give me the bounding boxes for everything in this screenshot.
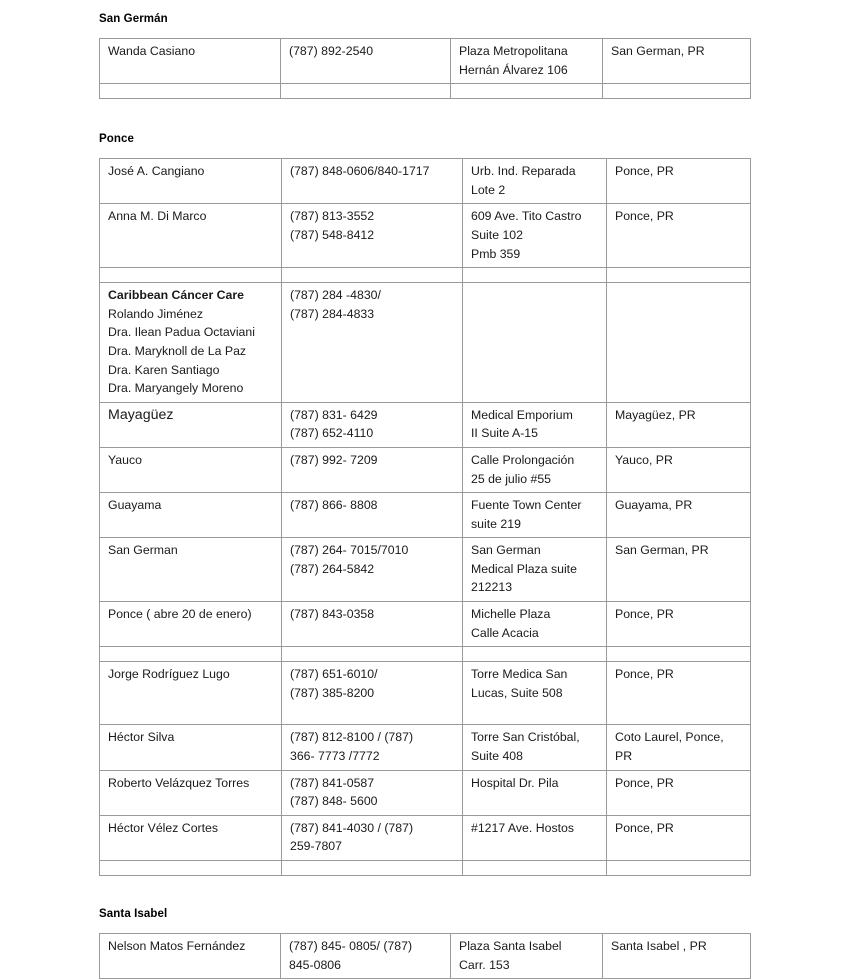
cell-phone — [281, 39, 451, 84]
cell-name-empty — [100, 268, 282, 283]
cell-city — [603, 934, 751, 979]
cell-line: 366- 7773 /7772 — [290, 749, 380, 764]
cell-line: (787) 992- 7209 — [290, 452, 378, 467]
cell-line: Lucas, Suite 508 — [471, 685, 563, 700]
cell-line: Torre Medica San — [471, 667, 568, 682]
cell-line: (787) 848-0606/840-1717 — [290, 164, 430, 179]
cell-phone — [282, 204, 463, 268]
section-title-santa-isabel: Santa Isabel — [99, 908, 168, 920]
cell-line: Ponce, PR — [615, 607, 674, 622]
cell-address — [463, 602, 607, 647]
table-row — [100, 602, 751, 647]
cell-line: Guayama, PR — [615, 498, 693, 513]
cell-name — [100, 159, 282, 204]
cell-line: Ponce, PR — [615, 164, 674, 179]
cell-line: Medical Emporium — [471, 407, 573, 422]
table-body-san-german — [100, 39, 751, 99]
provider-table-santa-isabel — [99, 933, 751, 979]
cell-line: (787) 651-6010/ — [290, 667, 378, 682]
cell-line: Rolando Jiménez — [108, 306, 204, 321]
cell-line: Plaza Santa Isabel — [459, 939, 562, 953]
cell-line: Dra. Ilean Padua Octaviani — [108, 325, 255, 340]
table-row-empty — [100, 268, 751, 283]
cell-city — [607, 204, 751, 268]
cell-address — [463, 725, 607, 770]
section-title-ponce: Ponce — [99, 133, 135, 146]
table-row — [100, 39, 751, 84]
cell-line: Ponce, PR — [615, 667, 674, 682]
provider-table-san-german — [99, 38, 751, 99]
cell-line: (787) 892-2540 — [289, 44, 374, 58]
cell-line: Calle Prolongación — [471, 452, 575, 467]
cell-city — [607, 402, 751, 447]
table-row — [100, 815, 751, 860]
cell-address — [463, 204, 607, 268]
cell-name-empty — [100, 84, 281, 99]
cell-name — [100, 402, 282, 447]
table-row — [100, 725, 751, 770]
cell-line: 212213 — [471, 580, 513, 595]
cell-phone — [282, 602, 463, 647]
cell-line: Fuente Town Center — [471, 498, 582, 513]
cell-phone — [281, 934, 451, 979]
cell-address — [463, 447, 607, 492]
cell-address — [451, 934, 603, 979]
cell-city — [607, 602, 751, 647]
cell-address — [463, 662, 607, 725]
cell-line: (787) 652-4110 — [290, 426, 374, 441]
cell-phone — [282, 447, 463, 492]
cell-name — [100, 602, 282, 647]
cell-line: (787) 841-4030 / (787) — [290, 820, 414, 835]
cell-name — [100, 662, 282, 725]
cell-line: (787) 548-8412 — [290, 227, 375, 242]
title-table-gap — [0, 921, 848, 933]
cell-phone — [282, 538, 463, 602]
cell-name — [100, 39, 281, 84]
title-table-gap — [0, 146, 848, 158]
cell-line: (787) 284-4833 — [290, 306, 375, 321]
cell-line: Héctor Vélez Cortes — [108, 820, 219, 835]
cell-line: Lote 2 — [471, 182, 506, 197]
cell-city-empty — [603, 84, 751, 99]
cell-line: Calle Acacia — [471, 625, 539, 640]
cell-line: (787) 866- 8808 — [290, 498, 378, 513]
cell-line: (787) 845- 0805/ (787) — [289, 939, 413, 953]
cell-line: Hospital Dr. Pila — [471, 775, 559, 790]
cell-city — [607, 662, 751, 725]
cell-line: Anna M. Di Marco — [108, 209, 207, 224]
section-ponce — [0, 132, 848, 876]
cell-phone — [282, 662, 463, 725]
table-row-empty — [100, 84, 751, 99]
cell-line: 609 Ave. Tito Castro — [471, 209, 582, 224]
cell-address — [463, 770, 607, 815]
cell-name — [100, 815, 282, 860]
cell-name — [100, 770, 282, 815]
section-gap-1 — [0, 99, 848, 132]
cell-line: 845-0806 — [289, 957, 341, 972]
cell-name — [100, 447, 282, 492]
cell-address — [463, 283, 607, 403]
cell-line: San German, PR — [611, 44, 705, 58]
cell-line: Suite 102 — [471, 227, 523, 242]
cell-name — [100, 725, 282, 770]
cell-line: suite 219 — [471, 516, 521, 531]
cell-address — [463, 815, 607, 860]
cell-line: Mayagüez, PR — [615, 407, 696, 422]
cell-name — [100, 493, 282, 538]
cell-line: Yauco, PR — [615, 452, 673, 467]
cell-city-empty — [607, 268, 751, 283]
cell-line: Ponce, PR — [615, 775, 674, 790]
cell-name — [100, 204, 282, 268]
cell-line: Mayagüez — [108, 406, 174, 423]
title-table-gap — [0, 26, 848, 38]
cell-line: Ponce, PR — [615, 820, 674, 835]
table-row — [100, 402, 751, 447]
table-row-empty — [100, 647, 751, 662]
cell-city — [607, 447, 751, 492]
cell-line: Coto Laurel, Ponce, — [615, 730, 724, 745]
cell-line: (787) 841-0587 — [290, 775, 375, 790]
cell-phone-empty — [281, 84, 451, 99]
cell-city — [603, 39, 751, 84]
cell-line: Plaza Metropolitana — [459, 44, 568, 58]
cell-line: Torre San Cristóbal, — [471, 730, 580, 745]
table-row — [100, 934, 751, 979]
cell-phone-empty — [282, 647, 463, 662]
cell-line: Caribbean Cáncer Care — [108, 288, 245, 303]
cell-city — [607, 538, 751, 602]
cell-line: Yauco — [108, 452, 142, 467]
section-gap-2 — [0, 876, 848, 907]
cell-address — [463, 159, 607, 204]
cell-city-empty — [607, 861, 751, 876]
cell-line: PR — [615, 749, 633, 764]
cell-city — [607, 770, 751, 815]
provider-table-ponce — [99, 158, 751, 876]
cell-line: Ponce, PR — [615, 209, 674, 224]
cell-address — [463, 493, 607, 538]
cell-phone — [282, 159, 463, 204]
cell-line: Guayama — [108, 498, 162, 513]
cell-line: Urb. Ind. Reparada — [471, 164, 576, 179]
cell-address — [463, 538, 607, 602]
cell-line: (787) 831- 6429 — [290, 407, 378, 422]
cell-city — [607, 725, 751, 770]
cell-line: Medical Plaza suite — [471, 561, 577, 576]
cell-city — [607, 283, 751, 403]
cell-line: (787) 264-5842 — [290, 561, 375, 576]
cell-line: (787) 264- 7015/7010 — [290, 543, 409, 558]
table-row — [100, 204, 751, 268]
cell-line: Wanda Casiano — [108, 44, 196, 58]
table-row — [100, 662, 751, 725]
cell-city — [607, 493, 751, 538]
cell-line: (787) 813-3552 — [290, 209, 375, 224]
cell-line: Jorge Rodríguez Lugo — [108, 667, 230, 682]
cell-city-empty — [607, 647, 751, 662]
table-row — [100, 159, 751, 204]
cell-phone — [282, 283, 463, 403]
cell-line: Suite 408 — [471, 749, 523, 764]
cell-line: (787) 848- 5600 — [290, 794, 378, 809]
cell-phone — [282, 725, 463, 770]
cell-line: Carr. 153 — [459, 957, 510, 972]
cell-line: José A. Cangiano — [108, 164, 205, 179]
cell-address-empty — [463, 647, 607, 662]
cell-phone-empty — [282, 861, 463, 876]
cell-city — [607, 159, 751, 204]
cell-line: Michelle Plaza — [471, 607, 551, 622]
section-santa-isabel — [0, 907, 848, 979]
top-spacer — [0, 0, 848, 12]
section-title-san-german: San Germán — [99, 13, 168, 25]
cell-name — [100, 283, 282, 403]
cell-name-empty — [100, 861, 282, 876]
table-body-santa-isabel — [100, 934, 751, 979]
cell-line: San German — [108, 543, 178, 558]
cell-line: (787) 284 -4830/ — [290, 288, 381, 303]
table-row — [100, 493, 751, 538]
cell-line: Nelson Matos Fernández — [108, 939, 246, 953]
section-san-german — [0, 12, 848, 99]
cell-line: Dra. Maryangely Moreno — [108, 381, 244, 396]
cell-line: Ponce ( abre 20 de enero) — [108, 607, 252, 622]
cell-address-empty — [451, 84, 603, 99]
cell-address — [463, 402, 607, 447]
cell-line: Héctor Silva — [108, 730, 175, 745]
cell-line: (787) 843-0358 — [290, 607, 375, 622]
cell-line: II Suite A-15 — [471, 426, 538, 441]
cell-name — [100, 934, 281, 979]
cell-phone — [282, 815, 463, 860]
cell-line: Santa Isabel , PR — [611, 939, 707, 953]
table-row-empty — [100, 861, 751, 876]
table-row — [100, 538, 751, 602]
cell-line: San German — [471, 543, 541, 558]
cell-line: Roberto Velázquez Torres — [108, 775, 250, 790]
table-body-ponce — [100, 159, 751, 876]
cell-name — [100, 538, 282, 602]
cell-phone — [282, 493, 463, 538]
cell-city — [607, 815, 751, 860]
cell-line: Pmb 359 — [471, 246, 521, 261]
cell-line: 25 de julio #55 — [471, 471, 551, 486]
cell-line: Dra. Maryknoll de La Paz — [108, 343, 247, 358]
cell-line: Dra. Karen Santiago — [108, 362, 220, 377]
cell-line: (787) 812-8100 / (787) — [290, 730, 414, 745]
cell-address — [451, 39, 603, 84]
table-row — [100, 447, 751, 492]
cell-phone-empty — [282, 268, 463, 283]
cell-line: (787) 385-8200 — [290, 685, 375, 700]
cell-phone — [282, 402, 463, 447]
cell-name-empty — [100, 647, 282, 662]
table-row — [100, 770, 751, 815]
cell-line: 259-7807 — [290, 839, 342, 854]
cell-line: San German, PR — [615, 543, 709, 558]
cell-address-empty — [463, 861, 607, 876]
cell-address-empty — [463, 268, 607, 283]
cell-line: #1217 Ave. Hostos — [471, 820, 575, 835]
cell-line: Hernán Álvarez 106 — [459, 62, 568, 77]
cell-phone — [282, 770, 463, 815]
table-row — [100, 283, 751, 403]
